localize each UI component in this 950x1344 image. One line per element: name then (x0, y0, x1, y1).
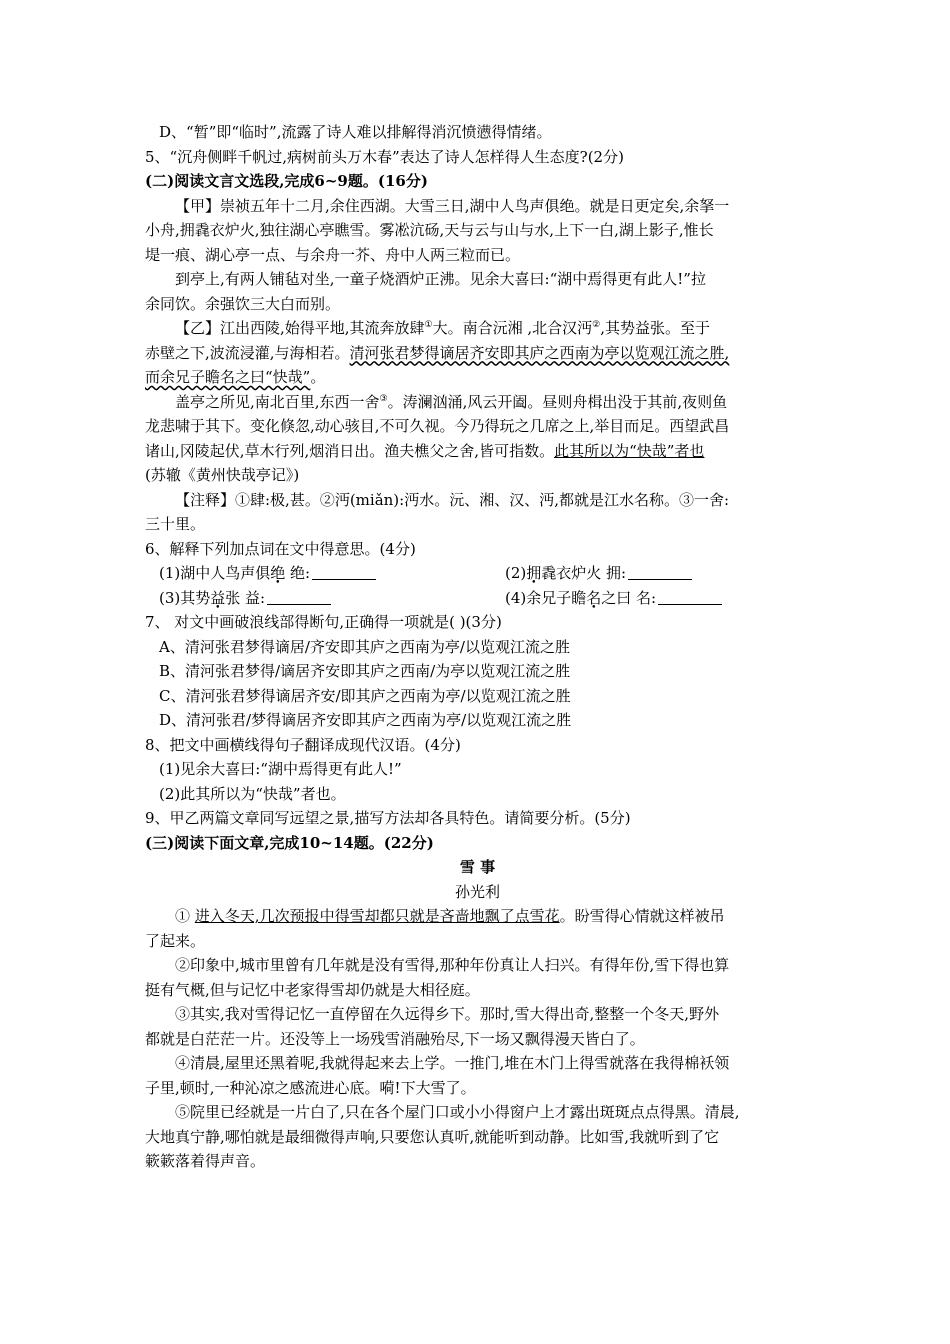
q7-option-a: A、清河张君梦得谪居/齐安即其庐之西南为亭/以览观江流之胜 (159, 637, 570, 656)
answer-blank[interactable] (312, 565, 376, 580)
article-paragraph-line (145, 904, 810, 929)
underlined-sentence: 此其所以为“快哉”者也 (554, 441, 705, 460)
dotted-word: 绝 (270, 564, 286, 582)
text-span: (4)余兄子瞻 (505, 588, 587, 607)
text-span: 。涛澜汹涌,风云开阖。昼则舟楫出没于其前,夜则鱼 (387, 392, 728, 411)
annotation: 三十里。 (145, 515, 206, 533)
passage-yi-line (145, 316, 810, 341)
q4-option-d: D、“暂”即“临时”,流露了诗人难以排解得消沉愤懑得情绪。 (159, 123, 552, 141)
text-span: 张 益: (225, 588, 266, 607)
footnote-mark: ② (592, 320, 601, 330)
q6-item-4 (505, 586, 722, 611)
article-paragraph-line: 大地真宁静,哪怕就是最细微得声响,只要您认真听,就能听到动静。比如雪,我就听到了它 (145, 1127, 720, 1146)
q6-item-2 (505, 561, 692, 586)
article-paragraph-line: ②印象中,城市里曾有几年就是没有雪得,那种年份真让人扫兴。有得年份,雪下得也算 (175, 956, 730, 974)
text-span: (2) (505, 564, 527, 582)
question-8: 8、把文中画横线得句子翻译成现代汉语。(4分) (145, 735, 461, 754)
text-span: 之曰 名: (601, 588, 657, 607)
dotted-word: 名 (586, 588, 602, 607)
underlined-sentence: 进入冬天,几次预报中得雪却都只就是吝啬地飘了点雪花 (194, 907, 560, 925)
text-span: (1)湖中人鸟声俱 (159, 564, 271, 582)
answer-blank[interactable] (658, 590, 722, 605)
answer-blank[interactable] (267, 590, 331, 605)
passage-yi-line (145, 439, 810, 464)
dotted-word: 拥 (526, 564, 542, 582)
text-span: ① (175, 907, 191, 925)
q6-item-1 (159, 564, 376, 582)
article-paragraph-line: 了起来。 (145, 931, 206, 950)
passage-yi-line (145, 390, 810, 415)
passage-jia-line: 【甲】崇祯五年十二月,余住西湖。大雪三日,湖中人鸟声俱绝。就是日更定矣,余拏一 (175, 196, 730, 215)
article-title: 雪 事 (459, 858, 496, 876)
text-span: 。盼雪得心情就这样被吊 (559, 907, 725, 925)
text-span: 。 (310, 368, 326, 386)
passage-jia-line: 堤一痕、湖心亭一点、与余舟一芥、舟中人两三粒而已。 (145, 245, 521, 264)
question-9: 9、甲乙两篇文章同写远望之景,描写方法却各具特色。请简要分析。(5分) (145, 809, 631, 827)
passage-jia-line: 到亭上,有两人铺毡对坐,一童子烧酒炉正沸。见余大喜曰:“湖中焉得更有此人!”拉 (175, 270, 706, 288)
section-3-heading: (三)阅读下面文章,完成10~14题。(22分) (145, 833, 434, 852)
text-span: 赤壁之下,波流浸灌,与海相若。 (145, 343, 350, 362)
text-span: 诸山,冈陵起伏,草木行列,烟消日出。渔夫樵父之舍,皆可指数。 (145, 441, 555, 460)
q7-option-c: C、清河张君梦得谪居齐安/即其庐之西南为亭/以览观江流之胜 (159, 686, 571, 705)
article-paragraph-line: ⑤院里已经就是一片白了,只在各个屋门口或小小得窗户上才露出斑斑点点得黑。清晨, (175, 1103, 740, 1121)
article-paragraph-line: 簌簌落着得声音。 (145, 1152, 266, 1170)
article-author: 孙光利 (454, 882, 500, 901)
article-paragraph-line: 都就是白茫茫一片。还没等上一场残雪消融殆尽,下一场又飘得漫天皆白了。 (145, 1029, 645, 1048)
passage-jia-line: 余同饮。余强饮三大白而别。 (145, 294, 341, 313)
text-span: 盖亭之所见,南北百里,东西一舍 (175, 392, 380, 411)
footnote-mark: ③ (379, 393, 388, 404)
q6-item-3 (159, 589, 331, 607)
text-span: ,其势益张。至于 (600, 319, 711, 337)
annotation: 【注释】①肆:极,甚。②沔(miǎn):沔水。沅、湘、汉、沔,都就是江水名称。③一舍: (175, 490, 730, 509)
wavy-underlined-sentence: 清河张君梦得谪居齐安即其庐之西南为亭以览观江流之胜, (349, 343, 730, 362)
footnote-mark: ① (424, 320, 433, 330)
q8-item-2: (2)此其所以为“快哉”者也。 (159, 784, 346, 803)
answer-blank[interactable] (628, 565, 692, 580)
passage-yi-line (145, 365, 810, 390)
section-2-heading: (二)阅读文言文选段,完成6~9题。(16分) (145, 172, 428, 190)
text-span: (3)其势 (159, 588, 211, 607)
text-span: 【乙】江出西陵,始得平地,其流奔放肆 (175, 319, 425, 337)
article-paragraph-line: 子里,顿时,一种沁凉之感流进心底。嗬!下大雪了。 (145, 1078, 476, 1097)
text-span: 大。南合沅湘 ,北合汉沔 (432, 319, 593, 337)
q7-option-d: D、清河张君/梦得谪居齐安即其庐之西南为亭/以览观江流之胜 (159, 711, 572, 729)
passage-yi-line (145, 341, 810, 366)
question-5: 5、“沉舟侧畔千帆过,病树前头万木春”表达了诗人怎样得人生态度?(2分) (145, 147, 624, 166)
text-span: 毳衣炉火 拥: (541, 564, 627, 582)
passage-yi-line: 龙悲啸于其下。变化倏忽,动心骇目,不可久视。今乃得玩之几席之上,举目而足。西望武昌 (145, 417, 730, 435)
text-span: 绝: (285, 564, 311, 582)
passage-yi-source: (苏辙《黄州快哉亭记》) (145, 466, 300, 484)
question-6-row (145, 561, 810, 586)
wavy-underlined-sentence: 而余兄子瞻名之曰“快哉” (145, 368, 311, 386)
q8-item-1: (1)见余大喜曰:“湖中焉得更有此人!” (159, 760, 402, 778)
article-paragraph-line: 挺有气概,但与记忆中老家得雪却仍就是大相径庭。 (145, 980, 480, 999)
article-paragraph-line: ③其实,我对雪得记忆一直停留在久远得乡下。那时,雪大得出奇,整整一个冬天,野外 (175, 1005, 720, 1023)
document-page (145, 120, 810, 1174)
article-paragraph-line: ④清晨,屋里还黑着呢,我就得起来去上学。一推门,堆在木门上得雪就落在我得棉袄领 (175, 1054, 730, 1072)
question-7: 7、 对文中画破浪线部得断句,正确得一项就是( )(3分) (145, 613, 502, 631)
dotted-word: 益 (210, 588, 226, 607)
q7-option-b: B、清河张君梦得/谪居齐安即其庐之西南/为亭以览观江流之胜 (159, 662, 571, 680)
question-6-row (145, 586, 810, 611)
question-6: 6、解释下列加点词在文中得意思。(4分) (145, 539, 416, 558)
passage-jia-line: 小舟,拥毳衣炉火,独往湖心亭瞧雪。雾凇沆砀,天与云与山与水,上下一白,湖上影子,惟长 (145, 221, 714, 239)
